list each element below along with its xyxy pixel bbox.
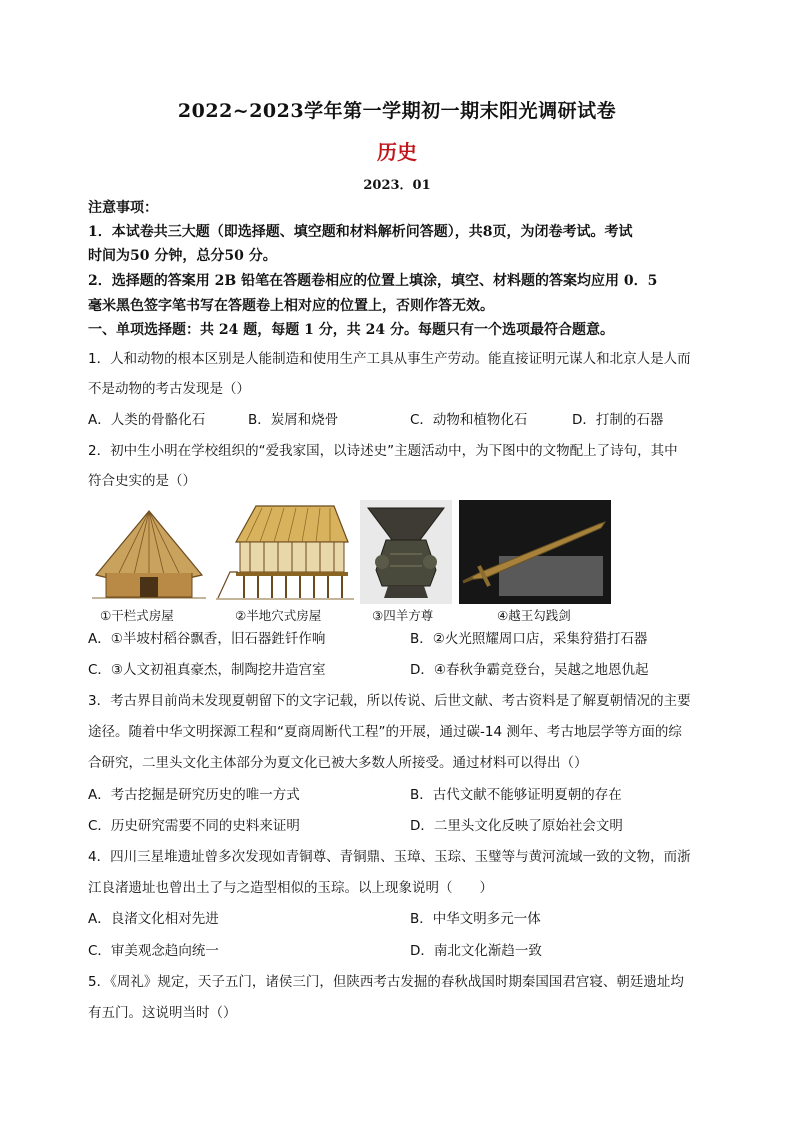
q3-option-b: B．古代文献不能够证明夏朝的存在 xyxy=(410,787,622,803)
q1-stem-2: 不是动物的考古发现是（） xyxy=(88,381,250,397)
q3-stem-1: 3．考古界目前尚未发现夏朝留下的文字记载，所以传说、后世文献、考古资料是了解夏朝情况的主要 xyxy=(88,693,691,709)
q2-option-c: C．③人文初祖真豪杰，制陶挖井造宫室 xyxy=(88,662,326,678)
q2-option-a: A．①半坡村稻谷飘香，旧石器鉎钎作响 xyxy=(88,631,326,647)
q3-option-a: A．考古挖掘是研究历史的唯一方式 xyxy=(88,787,300,803)
figure-4-caption: ④越王勾践剑 xyxy=(497,608,571,623)
q2-stem-2: 符合史实的是（） xyxy=(88,473,196,489)
exam-title: 2022~2023学年第一学期初一期末阳光调研试卷 xyxy=(177,100,617,122)
stilt-house-image xyxy=(216,500,354,604)
note-2-line-1: 2．选择题的答案用 2B 铅笔在答题卷相应的位置上填涂，填空、材料题的答案均应用 0．5 xyxy=(88,273,658,289)
q2-stem-1: 2．初中生小明在学校组织的“爱我家国，以诗述史”主题活动中，为下图中的文物配上了诗句，其中 xyxy=(88,443,678,459)
q1-option-a: A．人类的骨骼化石 xyxy=(88,412,206,428)
q3-option-c: C．历史研究需要不同的史料来证明 xyxy=(88,818,300,834)
figure-1-caption: ①干栏式房屋 xyxy=(100,608,174,623)
q4-stem-2: 江良渚遗址也曾出土了与之造型相似的玉琮。以上现象说明（ ） xyxy=(88,880,493,896)
q1-stem-1: 1．人和动物的根本区别是人能制造和使用生产工具从事生产劳动。能直接证明元谋人和北京人是人而 xyxy=(88,351,691,367)
q2-option-b: B．②火光照耀周口店，采集狩猎打石器 xyxy=(410,631,648,647)
figure-3-caption: ③四羊方尊 xyxy=(372,608,434,623)
note-2-line-2: 毫米黑色签字笔书写在答题卷上相对应的位置上，否则作答无效。 xyxy=(88,298,494,314)
q4-option-c: C．审美观念趋向统一 xyxy=(88,943,219,959)
thatched-hut-image xyxy=(88,503,210,603)
q1-option-d: D．打制的石器 xyxy=(572,412,664,428)
q4-stem-1: 4．四川三星堆遗址曾多次发现如青铜尊、青铜鼎、玉璋、玉琮、玉璧等与黄河流域一致的文物，而浙 xyxy=(88,849,691,865)
q2-option-d: D．④春秋争霸竞登台，吴越之地恩仇起 xyxy=(410,662,649,678)
note-1-line-2: 时间为50 分钟，总分50 分。 xyxy=(88,248,277,264)
q3-option-d: D．二里头文化反映了原始社会文明 xyxy=(410,818,623,834)
q5-stem-1: 5．《周礼》规定，天子五门，诸侯三门，但陕西考古发掘的春秋战国时期秦国国君宫寝、朝廷遗址均 xyxy=(88,974,684,990)
figure-2-caption: ②半地穴式房屋 xyxy=(235,608,322,623)
q1-option-c: C．动物和植物化石 xyxy=(410,412,528,428)
exam-date: 2023．01 xyxy=(363,178,431,193)
goujian-sword-image xyxy=(459,500,611,604)
section-1-heading: 一、单项选择题：共 24 题，每题 1 分，共 24 分。每题只有一个选项最符合题意。 xyxy=(88,322,614,338)
q3-stem-3: 合研究，二里头文化主体部分为夏文化已被大多数人所接受。通过材料可以得出（） xyxy=(88,755,588,771)
q1-option-b: B．炭屑和烧骨 xyxy=(248,412,339,428)
notes-heading: 注意事项： xyxy=(88,200,158,216)
subject-title: 历史 xyxy=(377,140,417,164)
q4-option-b: B．中华文明多元一体 xyxy=(410,911,541,927)
note-1-line-1: 1．本试卷共三大题（即选择题、填空题和材料解析问答题），共8页，为闭卷考试。考试 xyxy=(88,224,633,240)
q4-option-a: A．良渚文化相对先进 xyxy=(88,911,219,927)
q5-stem-2: 有五门。这说明当时（） xyxy=(88,1005,237,1021)
four-goat-zun-image xyxy=(360,500,452,604)
q4-option-d: D．南北文化渐趋一致 xyxy=(410,943,542,959)
q3-stem-2: 途径。随着中华文明探源工程和“夏商周断代工程”的开展，通过碳-14 测年、考古地层学等方面的综 xyxy=(88,724,682,740)
